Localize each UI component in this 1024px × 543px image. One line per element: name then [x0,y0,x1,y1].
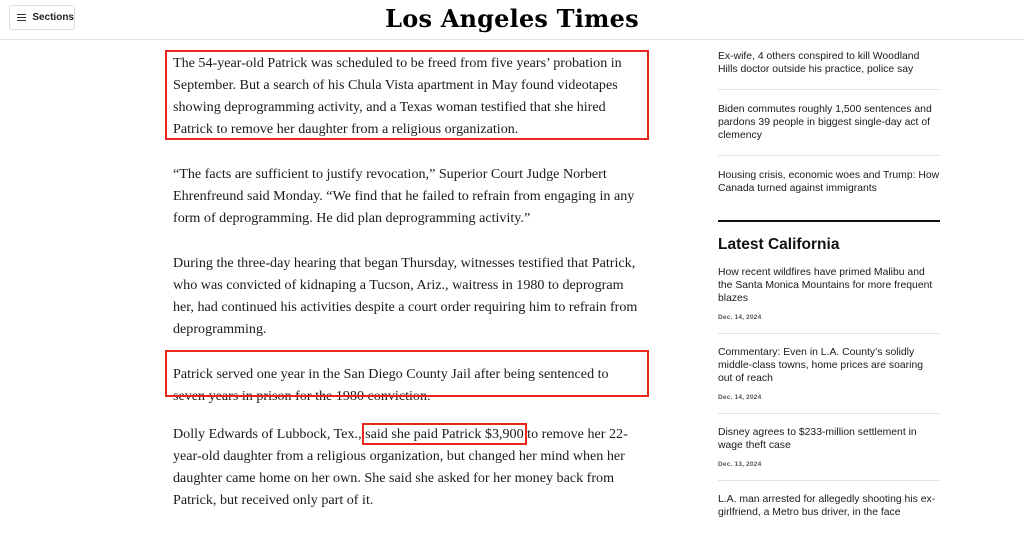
article-paragraph: During the three-day hearing that began Thursday, witnesses testified that Patrick, who was convicted of kidnaping a Tucson, Ariz., waitress in 1980 to deprogram her, had continued his activities despite a court order requiring him to refrain from deprogramming. [173,255,638,337]
story-date: Dec. 13, 2024 [718,461,762,468]
article-paragraph: Patrick served one year in the San Diego County Jail after being sentenced to seven years in prison for the 1980 conviction. [173,366,609,404]
paragraph-text: to remove her 22-year-old daughter from a religious organization, but changed her mind when her daughter came home on her own. She said she asked for her money back from Patrick, but received only part of it. [173,426,628,508]
story-title[interactable]: How recent wildfires have primed Malibu and the Santa Monica Mountains for more frequent blazes [718,267,933,304]
sidebar-link[interactable]: Housing crisis, economic woes and Trump: How Canada turned against immigrants [718,170,940,194]
article-paragraph: The 54-year-old Patrick was scheduled to be freed from five years’ probation in September. But a search of his Chula Vista apartment in May found videotapes showing deprogramming activity, and a Texas woman testified that she hired Patrick to remove her daughter from a religious organization. [173,55,622,137]
article-body [173,52,643,534]
highlighted-quote: said she paid Patrick $3,900 [365,426,524,442]
sections-label: Sections [32,12,74,23]
sidebar [718,50,940,543]
article-paragraph [173,423,643,511]
latest-story[interactable] [718,493,940,531]
story-title[interactable]: Disney agrees to $233-million settlement in wage theft case [718,427,917,451]
story-date: Dec. 14, 2024 [718,394,762,401]
article-paragraph: “The facts are sufficient to justify revocation,” Superior Court Judge Norbert Ehrenfreund said Monday. “We find that he failed to refrain from engaging in any form of deprogramming. He did plan deprogramming activity.” [173,166,635,226]
latest-california-heading: Latest California [718,236,840,253]
story-title[interactable]: L.A. man arrested for allegedly shooting his ex-girlfriend, a Metro bus driver, in the face [718,494,936,518]
latest-story[interactable] [718,266,940,334]
section-divider [718,220,940,222]
sidebar-link[interactable]: Ex-wife, 4 others conspired to kill Woodland Hills doctor outside his practice, police say [718,50,940,90]
latest-story[interactable] [718,426,940,481]
site-logo[interactable]: Los Angeles Times [385,4,639,33]
sidebar-link[interactable]: Biden commutes roughly 1,500 sentences and pardons 39 people in biggest single-day act of clemency [718,103,940,156]
story-date: Dec. 14, 2024 [718,314,762,321]
latest-story[interactable] [718,346,940,414]
paragraph-text: Dolly Edwards of Lubbock, Tex., [173,426,366,442]
site-header [0,0,1024,40]
story-title[interactable]: Commentary: Even in L.A. County’s solidly middle-class towns, home prices are soaring out of reach [718,347,924,384]
